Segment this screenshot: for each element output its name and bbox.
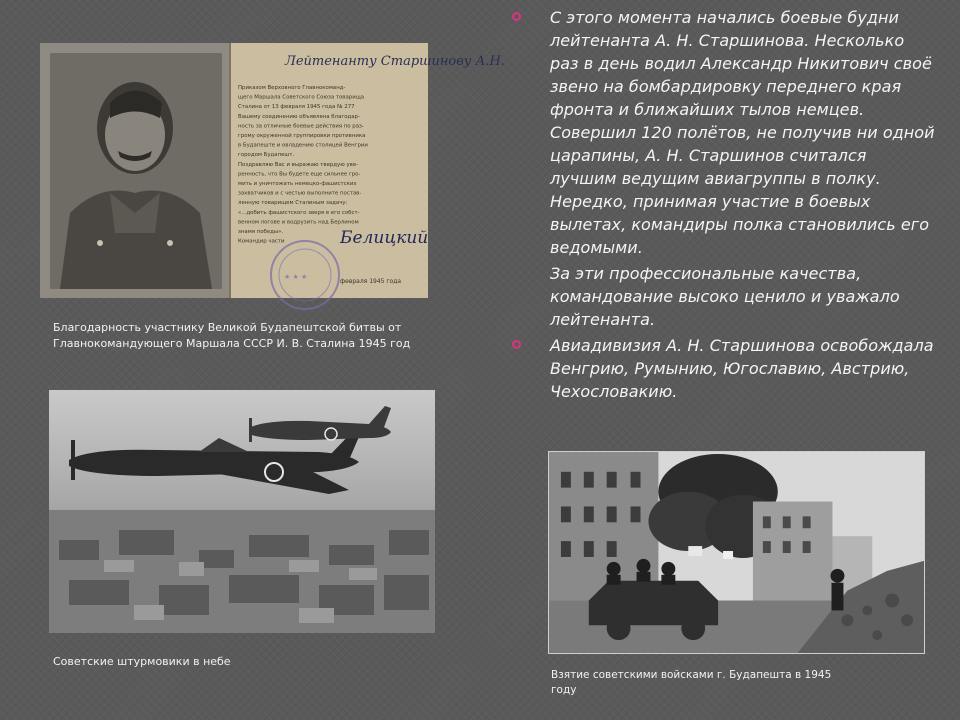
budapest-capture-photo	[548, 451, 925, 654]
paragraph-combat-days	[512, 6, 937, 259]
paragraph-text: За эти профессиональные качества, командование высоко ценило и уважало лейтенанта.	[550, 264, 900, 329]
budapest-capture-image	[549, 452, 924, 653]
handwritten-header: Лейтенанту Старшинову А.Н.	[285, 54, 505, 69]
attack-aircraft-photo	[49, 390, 435, 633]
document-printed-line: в Будапеште и овладению столицей Венгрии	[238, 142, 368, 149]
document-printed-line: венном логове и водрузить над Берлином	[238, 219, 359, 226]
attack-aircraft-caption: Советские штурмовики в небе	[53, 655, 231, 668]
bullet-ring-icon	[512, 12, 521, 21]
document-printed-line: знамя победы».	[238, 229, 284, 235]
paragraph-text: Авиадивизия А. Н. Старшинова освобождала Венгрию, Румынию, Югославию, Австрию, Чехословакию.	[550, 336, 934, 401]
document-printed-line: мить и уничтожать немецко-фашистских	[238, 181, 357, 187]
document-printed-line: щего Маршала Советского Союза товарища	[238, 94, 365, 101]
svg-text:★ ★ ★: ★ ★ ★	[284, 273, 308, 281]
document-date-line: февраля 1945 года	[340, 278, 402, 285]
document-printed-line: Приказом Верховного Главнокоманд-	[238, 85, 346, 91]
attack-aircraft-image	[49, 390, 435, 633]
document-printed-line: ность за отличные боевые действия по раз-	[238, 123, 364, 130]
paragraph-air-division	[512, 334, 937, 403]
document-printed-line: захватчиков и с честью выполните постав-	[238, 190, 362, 197]
document-printed-line: «...добить фашистского зверя в его собст-	[238, 209, 360, 216]
document-printed-line: ренность, что Вы будете еще сильнее гро-	[238, 171, 361, 178]
budapest-capture-caption: Взятие советскими войсками г. Будапешта в 1945 году	[551, 669, 832, 696]
handwritten-signature: Белицкий	[340, 228, 429, 248]
document-printed-line: Вашему соединению объявлена благодар-	[238, 113, 360, 120]
document-printed-line: Сталина от 13 февраля 1945 года № 277	[238, 104, 355, 111]
gratitude-caption: Благодарность участнику Великой Будапештской битвы от Главнокомандующего Маршала СССР И. В. Сталина 1945 год	[53, 321, 411, 350]
gratitude-document-photo	[40, 43, 505, 298]
gratitude-document-image	[40, 43, 505, 298]
document-printed-line: Поздравляю Вас и выражаю твердую уве-	[238, 161, 359, 168]
paragraph-text: С этого момента начались боевые будни лейтенанта А. Н. Старшинова. Несколько раз в день водил Александр Никитович своё звено на бомбардировку переднего края фронта и ближайших тылов немцев. Совершил 120 полётов, не получив ни одной царапины, А. Н. Старшинов считался лучшим ведущим авиагруппы в полку. Нередко, принимая участие в боевых вылетах, командиры полка становились его ведомыми.	[550, 8, 935, 257]
paragraph-professional-qualities	[512, 262, 937, 331]
document-printed-line: ленную товарищем Сталиным задачу:	[238, 200, 348, 207]
main-text-block	[512, 6, 937, 403]
document-printed-line: городом Будапешт.	[238, 152, 295, 159]
document-printed-line: грому окруженной группировки противника	[238, 133, 366, 139]
document-printed-line: Командир части	[238, 238, 285, 245]
bullet-ring-icon	[512, 340, 521, 349]
